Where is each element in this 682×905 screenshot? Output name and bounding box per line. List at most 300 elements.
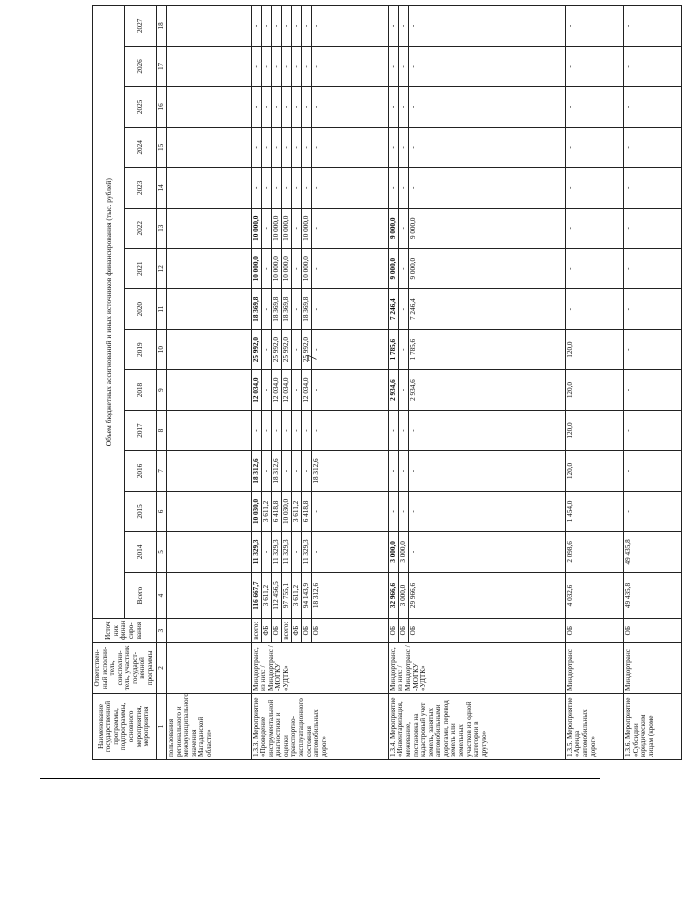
- column-number: 8: [156, 410, 167, 450]
- funding-value-cell: [623, 329, 681, 369]
- column-number: 7: [156, 451, 167, 491]
- column-number: 2: [156, 642, 167, 693]
- funding-value-cell: [565, 451, 623, 491]
- funding-value: -: [389, 87, 399, 126]
- funding-value: 2 098,6: [565, 541, 574, 563]
- funding-value: -: [399, 168, 409, 207]
- funding-value: -: [623, 227, 632, 230]
- funding-value: -: [623, 388, 632, 392]
- column-number: 1: [156, 693, 167, 759]
- funding-value: 6 418,8: [272, 492, 282, 531]
- funding-value: -: [272, 411, 282, 450]
- funding-value: [167, 573, 176, 619]
- funding-value-cell: [388, 6, 565, 47]
- funding-value: [167, 451, 176, 490]
- column-number: 16: [156, 87, 167, 127]
- column-header-year: 2023: [125, 168, 156, 208]
- funding-value: -: [262, 330, 272, 369]
- funding-value: -: [389, 168, 399, 207]
- funding-value-cell: [251, 127, 388, 167]
- funding-value: -: [311, 388, 320, 392]
- funding-value: -: [623, 105, 632, 109]
- funding-value-cell: [388, 289, 565, 329]
- funding-value: [167, 47, 176, 86]
- funding-value-cell: [167, 208, 252, 248]
- row-source-cell: [167, 619, 252, 642]
- funding-value-cell: [388, 329, 565, 369]
- funding-value: -: [389, 411, 399, 450]
- funding-value: -: [272, 6, 282, 46]
- funding-value: -: [252, 47, 262, 86]
- funding-value-cell: [388, 46, 565, 86]
- funding-value: -: [292, 370, 302, 409]
- funding-value-cell: [565, 532, 623, 572]
- column-number: 11: [156, 289, 167, 329]
- funding-value-cell: [623, 572, 681, 619]
- funding-value-cell: [251, 329, 388, 369]
- column-number: 17: [156, 46, 167, 86]
- funding-value: -: [565, 307, 574, 311]
- funding-value: -: [399, 47, 409, 86]
- column-header-source: Источ ник финан сиро-вания: [93, 619, 157, 642]
- funding-value-cell: [388, 451, 565, 491]
- funding-value: [167, 532, 176, 571]
- funding-value: 9 000,0: [408, 217, 417, 240]
- funding-value: -: [262, 168, 272, 207]
- column-header-year: 2021: [125, 248, 156, 288]
- funding-value: 10 000,0: [272, 209, 282, 248]
- funding-value-cell: [565, 208, 623, 248]
- funding-value-cell: [623, 289, 681, 329]
- funding-value: -: [282, 47, 292, 86]
- funding-value: -: [408, 550, 417, 554]
- funding-value: -: [282, 411, 292, 450]
- column-header-year: 2020: [125, 289, 156, 329]
- funding-value: -: [565, 186, 574, 190]
- funding-value-cell: [167, 329, 252, 369]
- funding-value: 10 000,0: [302, 249, 312, 288]
- funding-value: -: [399, 87, 409, 126]
- funding-value: -: [282, 6, 292, 46]
- funding-value-cell: [167, 6, 252, 47]
- column-number: 15: [156, 127, 167, 167]
- funding-value: -: [292, 289, 302, 328]
- funding-value-cell: [251, 451, 388, 491]
- funding-value: 11 329,3: [282, 532, 292, 571]
- funding-value: -: [399, 411, 409, 450]
- funding-value: -: [292, 168, 302, 207]
- funding-value: -: [399, 330, 409, 369]
- row-executor-cell: Миндортранс: [565, 642, 623, 693]
- funding-value: 120,0: [565, 422, 574, 439]
- funding-value-cell: [388, 127, 565, 167]
- funding-value: [167, 492, 176, 531]
- funding-value: 10 030,0: [252, 492, 262, 531]
- funding-value-cell: [623, 410, 681, 450]
- funding-value: -: [311, 267, 320, 270]
- funding-value: -: [565, 24, 574, 28]
- funding-value: 3 611,2: [262, 573, 272, 619]
- funding-value: -: [389, 47, 399, 86]
- funding-value: -: [399, 249, 409, 288]
- funding-value: -: [262, 289, 272, 328]
- row-name-cell: 1.3.6. Мероприятие «Субсидии юридическим лицам (кроме: [623, 693, 681, 759]
- funding-value: 25 992,0: [272, 330, 282, 369]
- funding-value: [167, 168, 176, 207]
- funding-value: -: [262, 87, 272, 126]
- funding-value: -: [252, 6, 262, 46]
- funding-value: 1 454,0: [565, 500, 574, 523]
- funding-value: -: [272, 128, 282, 167]
- funding-value: -: [302, 128, 312, 167]
- source-value: [167, 619, 176, 641]
- column-number: 6: [156, 491, 167, 531]
- funding-value: 12 034,0: [272, 370, 282, 409]
- funding-value-cell: [167, 572, 252, 619]
- funding-group-header: Объем бюджетных ассигнований и иных источников финансирования (тыс. рублей): [93, 6, 125, 619]
- funding-value: -: [252, 128, 262, 167]
- funding-value: -: [623, 65, 632, 68]
- funding-value-cell: [388, 491, 565, 531]
- funding-value: 29 966,6: [408, 582, 417, 609]
- funding-value: [167, 411, 176, 450]
- column-header-year: 2015: [125, 491, 156, 531]
- funding-value-cell: [565, 329, 623, 369]
- funding-value: -: [272, 47, 282, 86]
- funding-value-cell: [167, 370, 252, 410]
- row-source-cell: [251, 619, 388, 642]
- funding-value: -: [292, 411, 302, 450]
- funding-value-cell: [167, 127, 252, 167]
- source-value: ФБ: [262, 619, 272, 641]
- funding-value-cell: [167, 532, 252, 572]
- funding-value-cell: [388, 572, 565, 619]
- funding-value-cell: [565, 168, 623, 208]
- row-executor-cell: Миндортранс, из них: / Миндортранс / -МОГКУ «УДТК»: [251, 642, 388, 693]
- funding-value: 10 000,0: [272, 249, 282, 288]
- funding-value: -: [292, 128, 302, 167]
- funding-value-cell: [623, 6, 681, 47]
- funding-value: -: [262, 47, 272, 86]
- funding-value: -: [282, 451, 292, 490]
- funding-value-cell: [388, 87, 565, 127]
- funding-value-cell: [565, 248, 623, 288]
- funding-value: -: [408, 469, 417, 473]
- funding-value: -: [565, 105, 574, 109]
- column-header-total: Всего: [125, 572, 156, 619]
- funding-value-cell: [623, 46, 681, 86]
- funding-value-cell: [565, 6, 623, 47]
- funding-value: 18 312,6: [311, 582, 320, 609]
- funding-value-cell: [565, 127, 623, 167]
- funding-value: 120,0: [565, 462, 574, 480]
- funding-value: -: [399, 451, 409, 490]
- column-number: 14: [156, 168, 167, 208]
- source-value: ОБ: [408, 626, 417, 636]
- funding-value: -: [292, 209, 302, 248]
- funding-value: -: [262, 249, 272, 288]
- funding-value-cell: [565, 572, 623, 619]
- funding-value: 18 312,6: [272, 451, 282, 490]
- funding-value: 10 000,0: [282, 249, 292, 288]
- funding-value: -: [399, 370, 409, 409]
- source-value: ОБ: [399, 619, 409, 641]
- funding-value-cell: [167, 451, 252, 491]
- funding-value-cell: [565, 289, 623, 329]
- column-number: 18: [156, 6, 167, 47]
- funding-value-cell: [623, 248, 681, 288]
- page-number: 7: [305, 354, 321, 362]
- funding-value-cell: [251, 46, 388, 86]
- source-value: ОБ: [565, 626, 574, 636]
- funding-value: -: [389, 6, 399, 46]
- funding-value-cell: [167, 46, 252, 86]
- row-name-cell: пользования регионального и межмуниципального значения Магаданской области»: [167, 693, 252, 759]
- funding-value: -: [408, 146, 417, 149]
- source-value: всего:: [282, 619, 292, 641]
- funding-value: -: [252, 87, 262, 126]
- funding-value: -: [302, 411, 312, 450]
- funding-value: -: [302, 6, 312, 46]
- table-row: [388, 6, 565, 760]
- column-header-year: 2016: [125, 451, 156, 491]
- column-number: 4: [156, 572, 167, 619]
- funding-value: -: [302, 87, 312, 126]
- funding-value: -: [292, 87, 302, 126]
- funding-value: -: [272, 87, 282, 126]
- funding-value: -: [262, 128, 272, 167]
- funding-value: 10 000,0: [282, 209, 292, 248]
- source-value: всего:: [252, 619, 262, 641]
- funding-value: 10 000,0: [252, 209, 262, 248]
- funding-value: -: [623, 510, 632, 513]
- funding-value-cell: [251, 572, 388, 619]
- funding-value: -: [262, 6, 272, 46]
- funding-value: 9 000,0: [389, 249, 399, 288]
- column-number: 10: [156, 329, 167, 369]
- funding-value: 18 369,8: [252, 289, 262, 328]
- funding-value: 18 312,6: [311, 458, 320, 484]
- funding-value: 32 966,6: [389, 573, 399, 619]
- funding-value: 11 329,3: [252, 532, 262, 571]
- funding-value: 3 000,0: [389, 532, 399, 571]
- row-executor-cell: [167, 642, 252, 693]
- funding-value-cell: [251, 532, 388, 572]
- funding-value: -: [311, 227, 320, 230]
- funding-value: 2 934,6: [408, 379, 417, 401]
- funding-value: 25 992,0: [302, 330, 312, 369]
- funding-value-cell: [167, 168, 252, 208]
- column-header-year: 2019: [125, 329, 156, 369]
- funding-value: -: [262, 532, 272, 571]
- funding-value: -: [282, 87, 292, 126]
- funding-value: 1 785,6: [408, 338, 417, 361]
- funding-value: -: [311, 348, 320, 351]
- funding-value-cell: [167, 491, 252, 531]
- funding-value: -: [623, 348, 632, 351]
- funding-value-cell: [388, 208, 565, 248]
- source-value: ОБ: [389, 619, 399, 641]
- funding-value: -: [623, 469, 632, 473]
- funding-value: -: [408, 510, 417, 513]
- funding-value-cell: [388, 248, 565, 288]
- funding-value: 49 435,8: [623, 539, 632, 565]
- funding-value: 18 369,8: [302, 289, 312, 328]
- funding-value: 11 329,3: [302, 532, 312, 571]
- funding-value-cell: [388, 168, 565, 208]
- funding-value: 10 000,0: [302, 209, 312, 248]
- funding-value: [167, 249, 176, 288]
- funding-value: 97 755,1: [282, 573, 292, 619]
- header-row-numbers: [156, 6, 167, 760]
- funding-value: -: [623, 186, 632, 190]
- funding-value-cell: [251, 370, 388, 410]
- funding-value: -: [282, 168, 292, 207]
- funding-value-cell: [565, 491, 623, 531]
- page-divider-line: [40, 778, 600, 779]
- funding-value: -: [389, 128, 399, 167]
- funding-value: 12 034,0: [252, 370, 262, 409]
- funding-value: 2 934,6: [389, 370, 399, 409]
- funding-value-cell: [251, 491, 388, 531]
- funding-value: -: [623, 146, 632, 149]
- funding-value: -: [399, 492, 409, 531]
- funding-value: 10 030,0: [282, 492, 292, 531]
- funding-value-cell: [623, 491, 681, 531]
- funding-value: 7 246,4: [389, 289, 399, 328]
- funding-value: 11 329,3: [272, 532, 282, 571]
- source-value: ОБ: [311, 626, 320, 636]
- funding-value: -: [262, 370, 272, 409]
- funding-value: -: [311, 186, 320, 190]
- column-header-year: 2026: [125, 46, 156, 86]
- funding-value: 3 611,2: [292, 573, 302, 619]
- funding-value: -: [252, 168, 262, 207]
- funding-value: -: [311, 24, 320, 28]
- column-header-year: 2014: [125, 532, 156, 572]
- funding-value-cell: [565, 87, 623, 127]
- table-row: [623, 6, 681, 760]
- funding-value: 120,0: [565, 381, 574, 399]
- funding-value: 1 785,6: [389, 330, 399, 369]
- funding-value: 7 246,4: [408, 298, 417, 320]
- funding-value-cell: [251, 6, 388, 47]
- funding-value-cell: [565, 370, 623, 410]
- funding-value: [167, 289, 176, 328]
- table-body: [167, 6, 682, 760]
- funding-value: [167, 6, 176, 46]
- header-row-1: [93, 6, 125, 760]
- column-number: 13: [156, 208, 167, 248]
- funding-value: -: [311, 105, 320, 109]
- funding-value-cell: [251, 168, 388, 208]
- row-name-cell: 1.3.3. Мероприятие «Проведение инструментальной диагностики и оценки транспортно-эксплуатационного состояния автомобильных дорог»: [251, 693, 388, 759]
- funding-value: -: [311, 307, 320, 311]
- source-value: ОБ: [302, 619, 312, 641]
- funding-value: -: [389, 492, 399, 531]
- funding-value: -: [399, 209, 409, 248]
- funding-value: [167, 209, 176, 248]
- funding-value: 49 435,8: [623, 582, 632, 609]
- funding-value: -: [389, 451, 399, 490]
- funding-value: -: [399, 6, 409, 46]
- source-value: ОБ: [623, 626, 632, 636]
- funding-value: [167, 330, 176, 369]
- funding-value-cell: [167, 87, 252, 127]
- funding-value: 9 000,0: [389, 209, 399, 248]
- funding-value: -: [311, 65, 320, 68]
- column-number: 5: [156, 532, 167, 572]
- funding-value: -: [565, 65, 574, 68]
- funding-value: -: [292, 47, 302, 86]
- funding-value-cell: [623, 451, 681, 491]
- funding-value-cell: [167, 248, 252, 288]
- row-name-cell: 1.3.4. Мероприятие «Инвентаризация, межевание, постановка на кадастровый учет земель, занятых автомобильными дорогами, перевод земель или земельных участков из одной категории в другую»: [388, 693, 565, 759]
- funding-value: -: [252, 411, 262, 450]
- funding-value: 12 034,0: [302, 370, 312, 409]
- funding-value: 3 000,0: [399, 532, 409, 571]
- funding-value-cell: [388, 410, 565, 450]
- funding-value-cell: [167, 289, 252, 329]
- funding-value-cell: [623, 127, 681, 167]
- funding-value-cell: [251, 248, 388, 288]
- funding-value: -: [623, 24, 632, 28]
- funding-value: 9 000,0: [408, 257, 417, 280]
- column-number: 12: [156, 248, 167, 288]
- row-name-cell: 1.3.5. Мероприятие «Аренда автомобильных дорог»: [565, 693, 623, 759]
- funding-value-cell: [565, 46, 623, 86]
- funding-value: -: [565, 227, 574, 230]
- funding-value: -: [623, 429, 632, 432]
- funding-value: -: [292, 532, 302, 571]
- row-executor-cell: Миндортранс: [623, 642, 681, 693]
- budget-table: [92, 5, 682, 760]
- funding-value: 18 369,8: [282, 289, 292, 328]
- funding-value: -: [311, 550, 320, 554]
- column-number: 3: [156, 619, 167, 642]
- column-header-year: 2017: [125, 410, 156, 450]
- column-header-year: 2025: [125, 87, 156, 127]
- funding-value: 18 369,8: [272, 289, 282, 328]
- funding-value: -: [623, 267, 632, 270]
- funding-value: -: [565, 267, 574, 270]
- funding-value: 25 992,0: [252, 330, 262, 369]
- funding-value: -: [408, 105, 417, 109]
- column-header-executor: Ответствен-ный исполни-тель, соисполни-тель, участник государст-венной программы: [93, 642, 157, 693]
- funding-value: [167, 370, 176, 409]
- table-row: [251, 6, 388, 760]
- funding-value: -: [408, 429, 417, 432]
- funding-value: -: [292, 330, 302, 369]
- funding-value: 116 667,7: [252, 573, 262, 619]
- table-row: [167, 6, 252, 760]
- funding-value-cell: [623, 208, 681, 248]
- funding-value: -: [399, 128, 409, 167]
- funding-value: -: [272, 168, 282, 207]
- funding-value: -: [311, 429, 320, 432]
- source-value: ОБ: [272, 619, 282, 641]
- funding-value: -: [302, 168, 312, 207]
- funding-value: -: [292, 451, 302, 490]
- row-executor-cell: Миндортранс, из них: / Миндортранс / -МОГКУ «УДТК»: [388, 642, 565, 693]
- funding-value: -: [408, 65, 417, 68]
- funding-value: 3 611,2: [262, 492, 272, 531]
- funding-value: -: [302, 451, 312, 490]
- row-source-cell: [565, 619, 623, 642]
- funding-value: 3 611,2: [292, 492, 302, 531]
- funding-value-cell: [388, 532, 565, 572]
- funding-value: -: [623, 307, 632, 311]
